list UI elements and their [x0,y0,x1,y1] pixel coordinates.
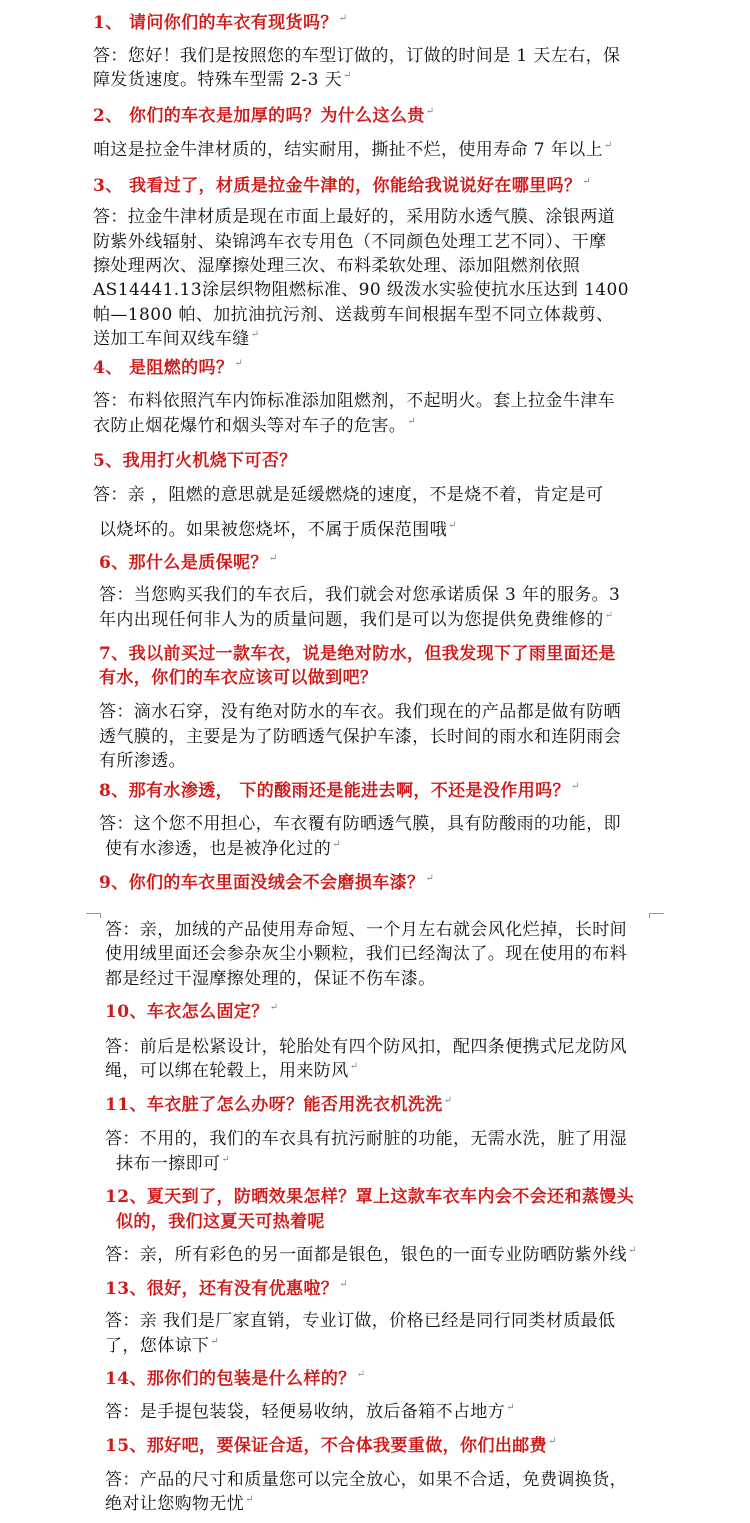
answer-line [93,232,653,252]
page-break-marker [86,913,664,917]
answer-text: 答：亲 我们是厂家直销，专业订做，价格已经是同行同类材质最低 [105,1311,616,1331]
answer-text: 答：前后是松紧设计，轮胎处有四个防风扣，配四条便携式尼龙防风 [105,1037,627,1057]
question-line [93,451,653,471]
question-line [93,106,653,126]
question-line [105,1436,665,1456]
answer-line [93,140,653,160]
answer-line [105,1061,665,1081]
paragraph-mark-icon: ↵ [443,1095,453,1106]
question-text: 4、 是阻燃的吗？ [93,358,234,378]
question-text: 11、车衣脏了怎么办呀？能否用洗衣机洗洗 [105,1095,443,1115]
answer-line [93,391,653,411]
question-line [105,1002,665,1022]
paragraph-mark-icon: ↵ [268,553,278,564]
question-text: 1、 请问你们的车衣有现货吗？ [93,13,338,33]
answer-text: 使有水渗透，也是被净化过的 [105,839,332,859]
answer-text: 年内出现任何非人为的质量问题，我们是可以为您提供免费维修的 [99,610,604,630]
paragraph-mark-icon: ↵ [342,70,352,81]
answer-line [93,46,653,66]
answer-text: 答：您好！我们是按照您的车型订做的，订做的时间是 1 天左右，保 [93,46,621,66]
paragraph-mark-icon: ↵ [339,1279,349,1290]
answer-text: 使用绒里面还会参杂灰尘小颗粒，我们已经淘汰了。现在使用的布料 [105,944,627,964]
question-text: 12、夏天到了，防晒效果怎样？罩上这款车衣车内会不会还和蒸馒头 [105,1187,635,1207]
answer-line [93,416,653,436]
answer-text: 都是经过干湿摩擦处理的，保证不伤车漆。 [105,969,436,989]
answer-line [105,1129,665,1149]
answer-line [93,280,653,300]
answer-text: 障发货速度。特殊车型需 2-3 天 [93,70,342,90]
answer-line [93,256,653,276]
answer-text: 答：拉金牛津材质是现在市面上最好的，采用防水透气膜、涂银两道 [93,207,615,227]
question-text: 8、那有水渗透， 下的酸雨还是能进去啊，不还是没作用吗？ [99,781,570,801]
answer-text: 抹布一擦即可 [116,1154,221,1174]
answer-line [105,969,665,989]
question-text: 似的，我们这夏天可热着呢 [116,1212,325,1232]
answer-line [99,702,659,722]
answer-line [93,305,653,325]
answer-line [105,1402,665,1422]
answer-text: 以烧坏的。如果被您烧坏，不属于质保范围哦 [99,520,447,540]
question-line [105,1095,665,1115]
question-line [99,668,659,688]
answer-line [105,920,665,940]
answer-text: 绳，可以绑在轮毂上，用来防风 [105,1061,349,1081]
answer-line [105,944,665,964]
answer-line [99,520,659,540]
paragraph-mark-icon: ↵ [356,1369,366,1380]
answer-line [93,70,653,90]
answer-line [105,839,665,859]
page-corner-right [649,913,664,918]
answer-text: 送加工车间双线车缝 [93,329,250,349]
answer-line [99,610,659,630]
answer-text: 答：是手提包装袋，轻便易收纳，放后备箱不占地方 [105,1402,506,1422]
question-line [99,781,659,801]
answer-text: 答：这个您不用担心，车衣覆有防晒透气膜，具有防酸雨的功能，即 [99,814,621,834]
question-line [99,644,659,664]
paragraph-mark-icon: ↵ [269,1002,279,1013]
answer-line [105,1037,665,1057]
paragraph-mark-icon: ↵ [349,1061,359,1072]
question-text: 13、很好，还有没有优惠啦？ [105,1279,339,1299]
question-text: 7、我以前买过一款车衣，说是绝对防水，但我发现下了雨里面还是 [99,644,616,664]
paragraph-mark-icon: ↵ [425,873,435,884]
paragraph-mark-icon: ↵ [604,140,613,151]
answer-line [105,1494,665,1514]
answer-text: 答：产品的尺寸和质量您可以完全放心，如果不合适，免费调换货， [105,1470,627,1490]
question-line [93,176,653,196]
answer-line [105,1245,665,1265]
answer-text: 答：当您购买我们的车衣后，我们就会对您承诺质保 3 年的服务。3 [99,585,621,605]
question-line [93,13,653,33]
answer-text: 衣防止烟花爆竹和烟头等对车子的危害。 [93,416,407,436]
paragraph-mark-icon: ↵ [332,839,341,850]
page-corner-left [86,913,101,918]
question-text: 6、那什么是质保呢？ [99,553,268,573]
question-text: 14、那你们的包装是什么样的？ [105,1369,356,1389]
answer-line [99,814,659,834]
paragraph-mark-icon: ↵ [407,416,416,427]
question-line [116,1212,676,1232]
paragraph-mark-icon: ↵ [448,520,457,531]
answer-text: 答：滴水石穿，没有绝对防水的车衣。我们现在的产品都是做有防晒 [99,702,621,722]
answer-text: 答：亲，加绒的产品使用寿命短、一个月左右就会风化烂掉，长时间 [105,920,627,940]
answer-line [99,751,659,771]
answer-line [93,329,653,349]
paragraph-mark-icon: ↵ [570,781,580,792]
question-text: 有水，你们的车衣应该可以做到吧？ [99,668,378,688]
paragraph-mark-icon: ↵ [604,610,614,621]
question-line [105,1187,665,1207]
answer-text: 答：不用的，我们的车衣具有抗污耐脏的功能，无需水洗，脏了用湿 [105,1129,627,1149]
answer-line [93,207,653,227]
answer-text: 了，您体谅下 [105,1336,210,1356]
question-line [105,1279,665,1299]
paragraph-mark-icon: ↵ [338,13,348,24]
answer-line [116,1154,676,1174]
answer-text: 有所渗透。 [99,751,186,771]
paragraph-mark-icon: ↵ [506,1402,515,1413]
question-text: 9、你们的车衣里面没绒会不会磨损车漆？ [99,873,425,893]
paragraph-mark-icon: ↵ [582,176,592,187]
question-line [105,1369,665,1389]
answer-text: 透气膜的，主要是为了防晒透气保护车漆，长时间的雨水和连阴雨会 [99,727,621,747]
question-line [99,553,659,573]
answer-line [105,1336,665,1356]
answer-text: 帕—1800 帕、加抗油抗污剂、送裁剪车间根据车型不同立体裁剪、 [93,305,614,325]
paragraph-mark-icon: ↵ [628,1245,637,1256]
paragraph-mark-icon: ↵ [221,1154,231,1165]
paragraph-mark-icon: ↵ [425,106,435,117]
answer-line [105,1311,665,1331]
answer-line [105,1470,665,1490]
answer-text: AS14441.13涂层织物阻燃标准、90 级泼水实验使抗水压达到 1400 [93,280,629,300]
question-text: 2、 你们的车衣是加厚的吗？为什么这么贵 [93,106,425,126]
question-line [99,873,659,893]
question-text: 5、我用打火机烧下可否？ [93,451,297,471]
question-text: 15、那好吧，要保证合适，不合体我要重做，你们出邮费 [105,1436,548,1456]
paragraph-mark-icon: ↵ [250,329,260,340]
answer-text: 答：亲，所有彩色的另一面都是银色，银色的一面专业防晒防紫外线 [105,1245,627,1265]
answer-text: 咱这是拉金牛津材质的，结实耐用，撕扯不烂，使用寿命 7 年以上 [93,140,604,160]
answer-text: 防紫外线辐射、染锦鸿车衣专用色（不同颜色处理工艺不同）、干摩 [93,232,607,252]
answer-line [99,585,659,605]
answer-text: 答：布料依照汽车内饰标准添加阻燃剂，不起明火。套上拉金牛津车 [93,391,615,411]
question-line [93,358,653,378]
answer-text: 绝对让您购物无忧 [105,1494,245,1514]
answer-line [99,727,659,747]
answer-text: 擦处理两次、湿摩擦处理三次、布料柔软处理、添加阻燃剂依照 [93,256,581,276]
paragraph-mark-icon: ↵ [548,1436,557,1447]
paragraph-mark-icon: ↵ [245,1494,254,1505]
answer-text: 答：亲 ，阻燃的意思就是延缓燃烧的速度，不是烧不着，肯定是可 [93,485,604,505]
question-text: 10、车衣怎么固定？ [105,1002,269,1022]
answer-line [93,485,653,505]
question-text: 3、 我看过了，材质是拉金牛津的，你能给我说说好在哪里吗？ [93,176,582,196]
paragraph-mark-icon: ↵ [234,358,244,369]
paragraph-mark-icon: ↵ [210,1336,220,1347]
